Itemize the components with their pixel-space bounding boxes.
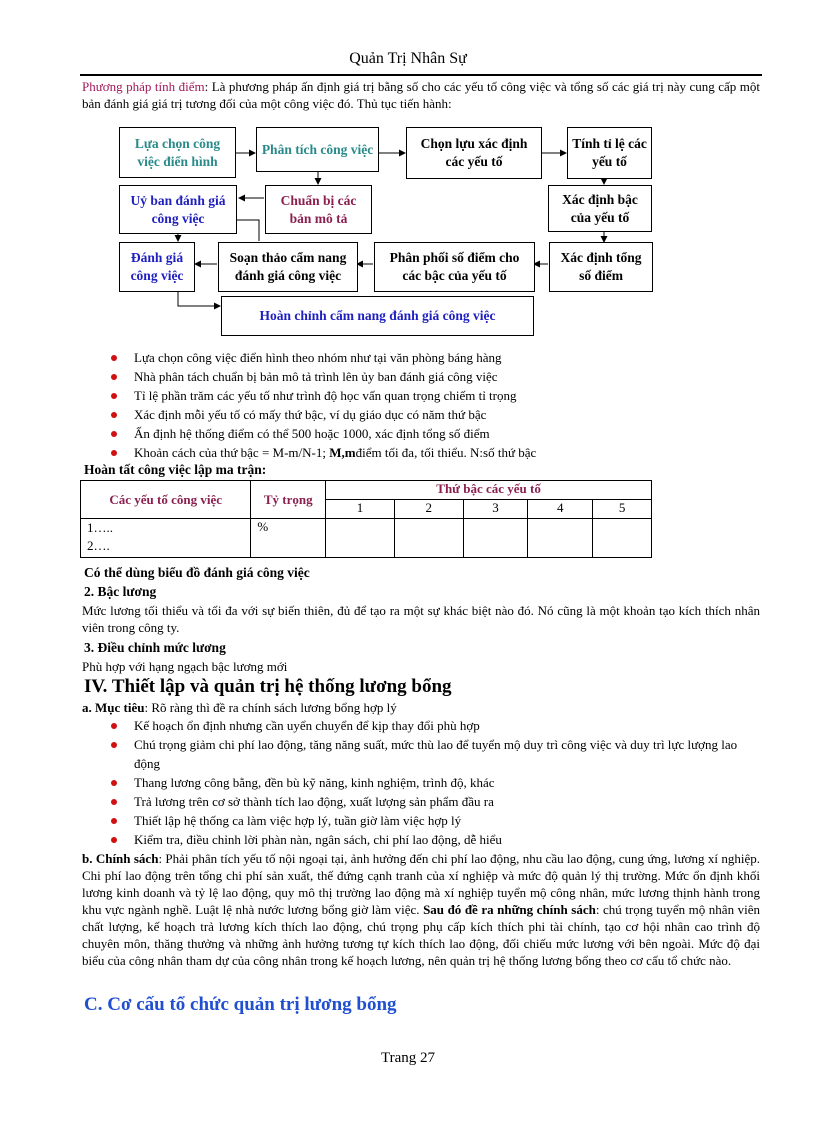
intro-term: Phương pháp tính điểm: [82, 79, 205, 94]
matrix-heading: Hoàn tất công việc lập ma trận:: [84, 462, 267, 477]
flow-box-evaluate-jobs: Đánh giá công việc: [119, 242, 195, 292]
goals-list: [108, 716, 760, 849]
flow-box-evaluation-committee: Uỷ ban đánh giá công việc: [119, 185, 237, 234]
page-number: Trang 27: [380, 1050, 436, 1066]
matrix-pct: %: [251, 519, 326, 558]
flow-box-choose-factors: Chọn lựu xác định các yếu tố: [406, 127, 542, 179]
flow-box-total-points: Xác định tổng số điểm: [549, 242, 653, 292]
step6-c: điểm tối đa, tối thiểu. N:số thứ bậc: [355, 445, 537, 460]
flow-box-distribute-points: Phân phối số điểm cho các bậc của yếu tố: [374, 242, 535, 292]
s3-text: Phù hợp với hạng ngạch bậc lương mới: [82, 659, 288, 674]
iv-b-bold: Sau đó đề ra những chính sách: [423, 902, 596, 917]
flow-box-factor-levels: Xác định bậc của yếu tố: [548, 185, 652, 232]
list-item: Kiểm tra, điều chỉnh lời phàn nàn, ngân sách, chi phí lao động, dễ hiểu: [108, 830, 760, 849]
iv-a-label: a. Mục tiêu: [82, 700, 145, 715]
step6-a: Khoản cách của thứ bậc = M-m/N-1;: [134, 445, 330, 460]
matrix-row-1: 1…..: [87, 520, 113, 535]
table-cell: [326, 519, 395, 558]
flow-box-prepare-descriptions: Chuẩn bị các bản mô tả: [265, 185, 372, 234]
iv-title: IV. Thiết lập và quản trị hệ thống lương bổng: [84, 676, 452, 697]
matrix-row-2: 2….: [87, 538, 110, 553]
matrix-col-ranks: Thứ bậc các yếu tố: [326, 481, 652, 500]
rank-header: 4: [528, 500, 593, 519]
steps-list: [108, 348, 768, 462]
list-item: Nhà phân tách chuẩn bị bản mô tả trình lên ủy ban đánh giá công việc: [108, 367, 768, 386]
flow-box-select-jobs: Lựa chọn công việc điển hình: [119, 127, 236, 178]
rank-header: 1: [326, 500, 395, 519]
rank-header: 3: [463, 500, 528, 519]
rank-header: 2: [394, 500, 463, 519]
list-item: Kế hoạch ổn định nhưng cần uyển chuyển để kịp thay đổi phù hợp: [108, 716, 760, 735]
table-cell: [463, 519, 528, 558]
iv-b-label: b. Chính sách: [82, 851, 159, 866]
list-item: Ấn định hệ thống điểm có thể 500 hoặc 1000, xác định tổng số điểm: [108, 424, 768, 443]
matrix-col-factors: Các yếu tố công việc: [81, 481, 251, 519]
table-cell: [394, 519, 463, 558]
rank-header: 5: [593, 500, 652, 519]
flow-box-draft-manual: Soạn thảo cẩm nang đánh giá công việc: [218, 242, 358, 292]
list-item: [108, 443, 768, 462]
list-item: Chú trọng giảm chi phí lao động, tăng năng suất, mức thù lao để tuyển mộ duy trì công việc và duy trì lực lượng lao động: [108, 735, 760, 773]
c-title: C. Cơ cấu tổ chức quản trị lương bổng: [84, 994, 397, 1015]
flow-box-factor-ratio: Tính tỉ lệ các yếu tố: [567, 127, 652, 179]
s2-text: Mức lương tối thiểu và tối đa với sự biến thiên, đủ để tạo ra một sự khác biệt nào đó. Nó cũng là một khoản tạo kích thích nhân viên trong công ty.: [82, 603, 760, 635]
table-cell: [528, 519, 593, 558]
iv-a-line: [82, 699, 760, 716]
list-item: Thang lương công bằng, đền bù kỹ năng, kinh nghiệm, trình độ, khác: [108, 773, 760, 792]
flow-box-analyze-jobs: Phân tích công việc: [256, 127, 379, 172]
page-header: Quản Trị Nhân Sự: [349, 50, 467, 67]
flowchart: [0, 0, 816, 340]
matrix-row-labels: [81, 519, 251, 558]
intro-text: : Là phương pháp ấn định giá trị bằng số cho các yếu tố công việc và tổng số các giá trị này cung cấp một bản đánh giá giá trị tương đối của một công việc đó. Thủ tục tiến hành:: [82, 79, 760, 111]
s3-title: 3. Điều chỉnh mức lương: [84, 640, 226, 655]
table-cell: [593, 519, 652, 558]
list-item: Xác định mỗi yếu tố có mấy thứ bậc, ví dụ giáo dục có năm thứ bậc: [108, 405, 768, 424]
iv-b-text2: : chú trọng tuyển mộ nhân viên chất lượng, kế hoạch trả lương kích thích lao động, chú trọng phụ cấp kích thích phi tài chính, tạo cơ hội nhân cao trình độ chuyên môn, thăng thưởng và những ảnh hưởng tương tự kích thích lao động, đối chiếu mức lương với bên ngoài. Mức độ đại biểu của công nhân tham dự của công nhân trong kế hoạch lương, nên quản trị hệ thống lương bổng theo cơ cấu tổ chức nào.: [82, 902, 760, 968]
iv-b-text1: : Phải phân tích yếu tố nội ngoại tại, ảnh hưởng đến chi phí lao động, nhu cầu lao động, cung ứng, lương xí nghiệp. Chi phí lao động trên tổng chi phí sản xuất, thế đứng cạnh tranh của xí nghiệp và mức độ quản lý thị trường. Mức ổn định khối lương kinh doanh và tỷ lệ lao động, quy mô thị trường lao động mà xí nghiệp tuyển mộ công nhân, mức lương thịnh hành trong khu vực ngành nghề. Luật lệ nhà nước lương bổng giờ làm việc.: [82, 851, 760, 917]
s2-title: 2. Bậc lương: [84, 584, 157, 599]
iv-b-paragraph: [82, 850, 760, 969]
iv-a-text: : Rõ ràng thì đề ra chính sách lương bổng hợp lý: [144, 700, 397, 715]
list-item: Tỉ lệ phần trăm các yếu tố như trình độ học vấn quan trọng chiếm tỉ trọng: [108, 386, 768, 405]
flow-box-complete-manual: Hoàn chỉnh cẩm nang đánh giá công việc: [221, 296, 534, 336]
matrix-table: [80, 480, 652, 558]
after-table-note: Có thể dùng biểu đồ đánh giá công việc: [84, 565, 310, 580]
list-item: Thiết lập hệ thống ca làm việc hợp lý, tuần giờ làm việc hợp lý: [108, 811, 760, 830]
list-item: Trả lương trên cơ sở thành tích lao động, xuất lượng sản phẩm đầu ra: [108, 792, 760, 811]
matrix-col-weight: Tỷ trọng: [251, 481, 326, 519]
list-item: Lựa chọn công việc điển hình theo nhóm như tại văn phòng báng hàng: [108, 348, 768, 367]
step6-b: M,m: [329, 445, 356, 460]
